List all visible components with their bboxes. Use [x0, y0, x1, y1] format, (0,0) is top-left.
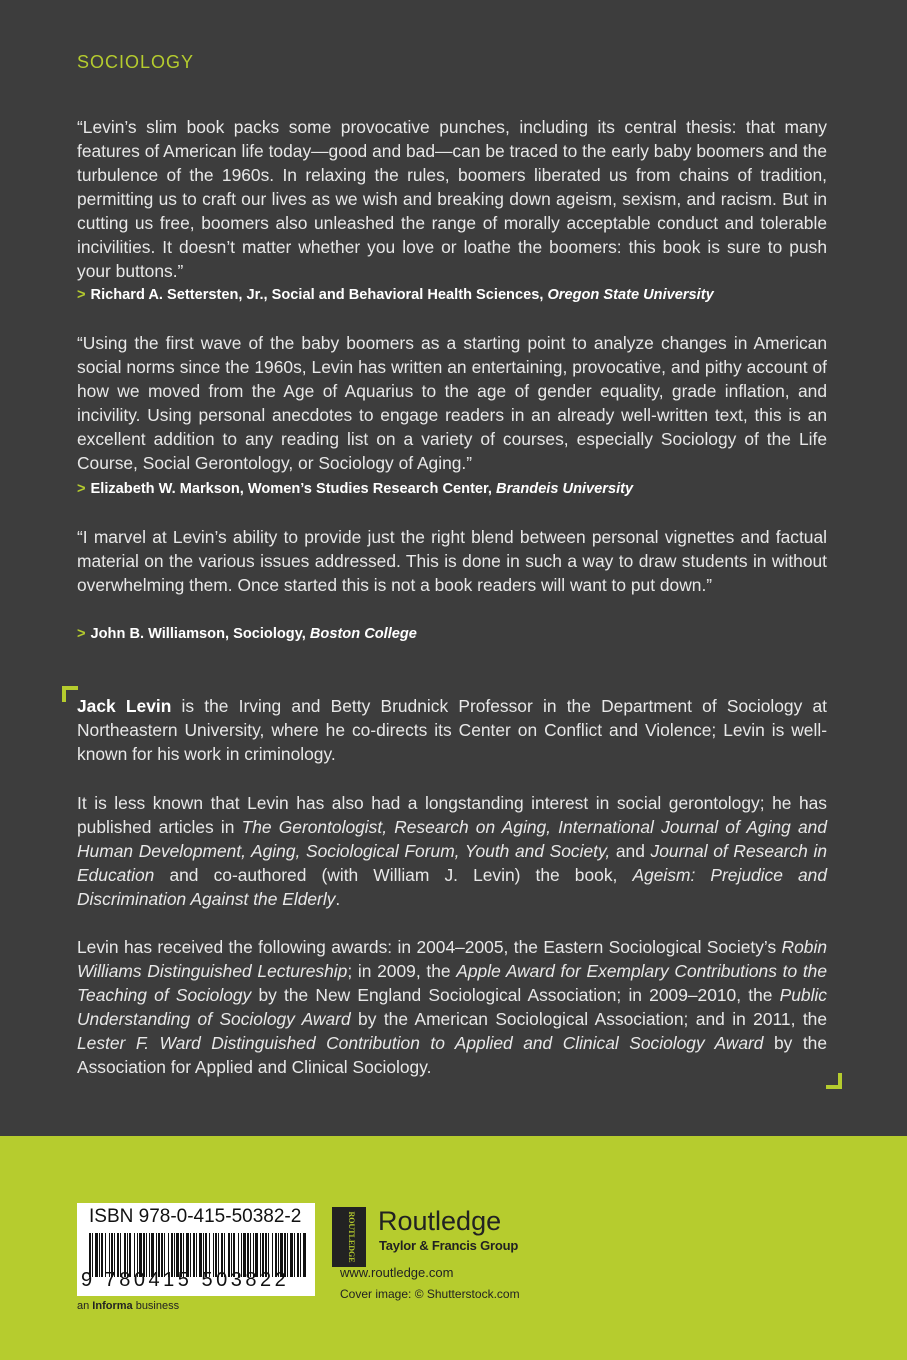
review-quote-3: “I marvel at Levin’s ability to provide just the right blend between personal vignettes and factual material on the various issues addressed. This is done in such a way to draw students in without overwhelming them. Once started this is not a book readers will want to put down.” [77, 527, 827, 595]
bio-text: Levin has received the following awards: in 2004–2005, the Eastern Sociological Society’s [77, 937, 782, 957]
author-bio-text: is the Irving and Betty Brudnick Professor in the Department of Sociology at Northeastern University, where he co-directs its Center on Conflict and Violence; Levin is well-known for his work in criminology. [77, 696, 827, 764]
barcode [77, 1203, 315, 1296]
arrow-icon: > [77, 481, 86, 497]
barcode-bar [297, 1233, 299, 1277]
review-quote-1: “Levin’s slim book packs some provocative punches, including its central thesis: that many features of American life today—good and bad—can be traced to the early baby boomers and the turbulence of the 1960s. In relaxing the rules, boomers liberated us from chains of tradition, permitting us to craft our lives as we wish and breaking down ageism, sexism, and racism. But in cutting us free, boomers also unleashed the range of morally acceptable conduct and tolerable incivilities. It doesn’t matter whether you love or loathe the boomers: this book is sure to push your buttons.” [77, 117, 827, 281]
reviewer-name: John B. Williamson, Sociology, [90, 626, 310, 642]
bio-text: . [335, 889, 341, 909]
publisher-url[interactable]: www.routledge.com [340, 1265, 454, 1280]
informa-suffix: business [132, 1300, 180, 1312]
reviewer-name: Elizabeth W. Markson, Women’s Studies Research Center, [90, 481, 497, 497]
bio-text: by the New England Sociological Association; in 2009–2010, the [251, 985, 780, 1005]
informa-business [77, 1300, 179, 1312]
bio-text: by the American Sociological Association; and in 2011, the [350, 1009, 827, 1029]
author-bio-paragraph-3 [77, 935, 827, 1079]
reviewer-name: Richard A. Settersten, Jr., Social and Behavioral Health Sciences, [90, 287, 548, 303]
italic-title: Lester F. Ward Distinguished Contribution to Applied and Clinical Sociology Award [77, 1033, 764, 1053]
informa-prefix: an [77, 1300, 93, 1312]
review-attribution-3 [77, 626, 837, 642]
publisher-group: Taylor & Francis Group [379, 1238, 519, 1253]
isbn-label: ISBN 978-0-415-50382-2 [89, 1206, 302, 1227]
italic-title: The Gerontologist, Research on Aging, International Journal of Aging and Human Development, Aging, Sociological Forum, Youth and Society, [77, 817, 827, 861]
author-bio-paragraph-1 [77, 694, 827, 766]
italic-title: Robin Williams Distinguished Lectureship [77, 937, 827, 981]
publisher-name: Routledge [378, 1206, 502, 1236]
bio-text: and [610, 841, 651, 861]
routledge-logo-icon [332, 1207, 366, 1267]
arrow-icon: > [77, 626, 86, 642]
informa-brand: Informa [92, 1300, 133, 1312]
category-label: SOCIOLOGY [77, 52, 195, 72]
author-bio-paragraph-2 [77, 791, 827, 911]
barcode-bar [290, 1233, 293, 1277]
bracket-bottom-right-icon [826, 1073, 842, 1089]
logo-text: ROUTLEDGE [347, 1211, 356, 1263]
italic-title: Journal of Research in Education [77, 841, 828, 885]
bio-text: ; in 2009, the [347, 961, 457, 981]
italic-title: Apple Award for Exemplary Contributions to the Teaching of Sociology [77, 961, 828, 1005]
bio-text: by the Association for Applied and Clinical Sociology. [77, 1033, 827, 1077]
reviewer-institution: Boston College [309, 626, 417, 642]
review-quote-2: “Using the first wave of the baby boomers as a starting point to analyze changes in American social norms since the 1960s, Levin has written an entertaining, provocative, and pithy account of how we moved from the Age of Aquarius to the age of gender equality, grade inflation, and incivility. Using personal anecdotes to engage readers in an already well-written text, this is an excellent addition to any reading list on a variety of courses, especially Sociology of the Life Course, Social Gerontology, or Sociology of Aging.” [77, 333, 827, 473]
bio-text: It is less known that Levin has also had a longstanding interest in social gerontology; he has published articles in [77, 793, 827, 837]
reviewer-institution: Oregon State University [547, 287, 714, 303]
italic-title: Ageism: Prejudice and Discrimination Against the Elderly [77, 865, 828, 909]
bio-text: and co-authored (with William J. Levin) the book, [154, 865, 633, 885]
ean-digits: 9 780415 503822 [81, 1269, 290, 1291]
bracket-top-left-icon [62, 686, 78, 702]
italic-title: Public Understanding of Sociology Award [77, 985, 828, 1029]
cover-image-credit: Cover image: © Shutterstock.com [340, 1287, 520, 1301]
reviewer-institution: Brandeis University [496, 481, 634, 497]
barcode-bar [300, 1233, 301, 1277]
review-attribution-1 [77, 287, 837, 303]
review-attribution-2 [77, 481, 837, 497]
barcode-bar [294, 1233, 295, 1277]
author-name: Jack Levin [77, 696, 172, 716]
barcode-bar [303, 1233, 306, 1277]
arrow-icon: > [77, 287, 86, 303]
